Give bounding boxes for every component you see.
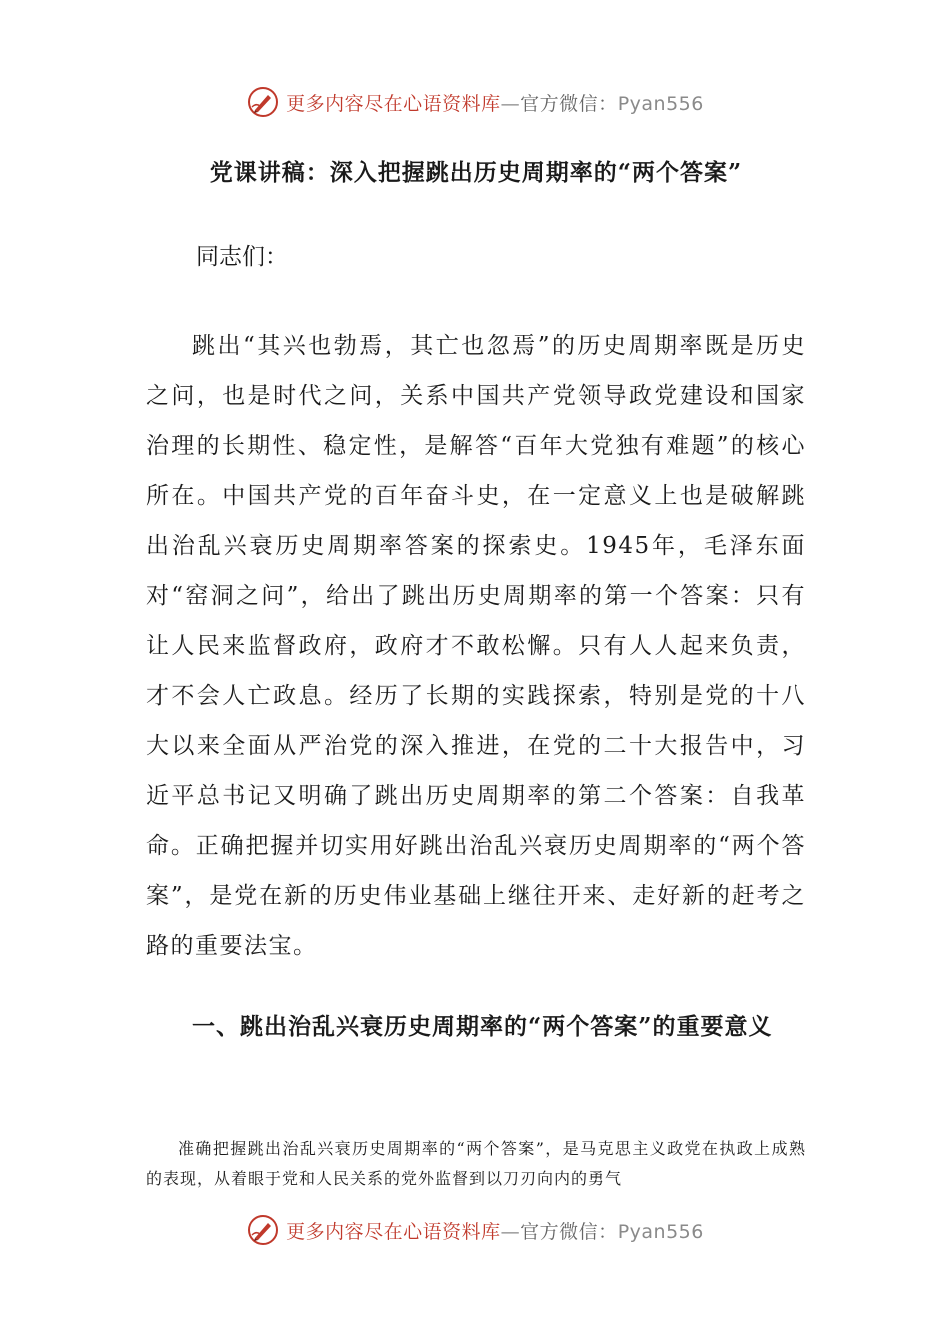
watermark-banner-bottom (0, 1210, 950, 1250)
watermark-label: 官方微信： (520, 1220, 618, 1243)
watermark-text (286, 1217, 704, 1244)
pen-logo-icon (246, 85, 280, 119)
section-heading-1: 一、跳出治乱兴衰历史周期率的“两个答案”的重要意义 (192, 1013, 773, 1040)
pen-logo-icon (246, 1213, 280, 1247)
watermark-text (286, 89, 704, 116)
watermark-dash: — (500, 1220, 521, 1243)
watermark-lead: 更多内容尽在心语资料库 (286, 92, 501, 115)
watermark-dash: — (500, 92, 521, 115)
section-paragraph-1: 准确把握跳出治乱兴衰历史周期率的“两个答案”，是马克思主义政党在执政上成熟的表现，从着眼于党和人民关系的党外监督到以刀刃向内的勇气 (146, 1139, 806, 1188)
watermark-id: Pyan556 (617, 1220, 704, 1243)
greeting: 同志们： (196, 244, 288, 270)
watermark-lead: 更多内容尽在心语资料库 (286, 1220, 501, 1243)
watermark-id: Pyan556 (617, 92, 704, 115)
document-title: 党课讲稿：深入把握跳出历史周期率的“两个答案” (209, 159, 743, 186)
watermark-label: 官方微信： (520, 92, 618, 115)
intro-paragraph: 跳出“其兴也勃焉，其亡也忽焉”的历史周期率既是历史之问，也是时代之问，关系中国共产党领导政党建设和国家治理的长期性、稳定性，是解答“百年大党独有难题”的核心所在。中国共产党的百年奋斗史，在一定意义上也是破解跳出治乱兴衰历史周期率答案的探索史。1945年，毛泽东面对“窑洞之问”，给出了跳出历史周期率的第一个答案：只有让人民来监督政府，政府才不敢松懈。只有人人起来负责，才不会人亡政息。经历了长期的实践探索，特别是党的十八大以来全面从严治党的深入推进，在党的二十大报告中，习近平总书记又明确了跳出历史周期率的第二个答案：自我革命。正确把握并切实用好跳出治乱兴衰历史周期率的“两个答案”，是党在新的历史伟业基础上继往开来、走好新的赶考之路的重要法宝。 (146, 333, 806, 959)
watermark-banner-top (0, 82, 950, 122)
